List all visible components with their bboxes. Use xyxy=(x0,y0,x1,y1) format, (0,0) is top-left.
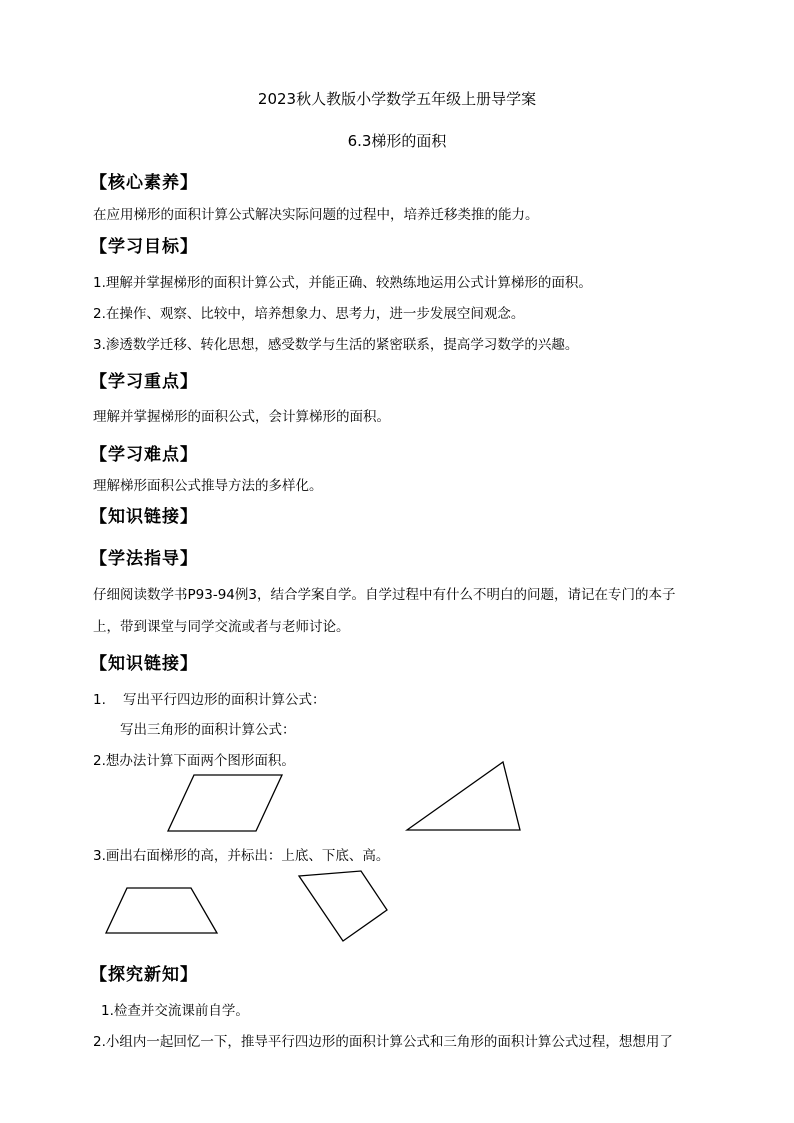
heading-core-literacy: 【核心素养】 xyxy=(90,173,198,193)
study-method-line-2: 上，带到课堂与同学交流或者与老师讨论。 xyxy=(93,619,350,635)
heading-learning-goals: 【学习目标】 xyxy=(90,237,198,257)
goal-item-1: 1.理解并掌握梯形的面积计算公式，并能正确、较熟练地运用公式计算梯形的面积。 xyxy=(93,275,592,291)
heading-key-points: 【学习重点】 xyxy=(90,372,198,392)
question-2: 2.想办法计算下面两个图形面积。 xyxy=(93,753,295,769)
key-points-text: 理解并掌握梯形的面积公式，会计算梯形的面积。 xyxy=(93,409,390,425)
question-1a: 1. 写出平行四边形的面积计算公式： xyxy=(93,692,326,708)
question-1b: 写出三角形的面积计算公式： xyxy=(120,722,296,738)
triangle-figure xyxy=(407,762,520,830)
goal-item-3: 3.渗透数学迁移、转化思想，感受数学与生活的紧密联系，提高学习数学的兴趣。 xyxy=(93,337,579,353)
difficulties-text: 理解梯形面积公式推导方法的多样化。 xyxy=(93,478,323,494)
heading-explore: 【探究新知】 xyxy=(90,965,198,985)
study-method-line-1: 仔细阅读数学书P93-94例3，结合学案自学。自学过程中有什么不明白的问题，请记在专门的本子 xyxy=(93,587,676,603)
core-literacy-text: 在应用梯形的面积计算公式解决实际问题的过程中，培养迁移类推的能力。 xyxy=(93,207,539,223)
heading-difficulties: 【学习难点】 xyxy=(90,445,198,465)
heading-knowledge-link-2: 【知识链接】 xyxy=(90,654,198,674)
trapezoid-figure xyxy=(106,888,217,933)
question-3: 3.画出右面梯形的高，并标出：上底、下底、高。 xyxy=(93,848,390,864)
goal-item-2: 2.在操作、观察、比较中，培养想象力、思考力，进一步发展空间观念。 xyxy=(93,306,525,322)
explore-question-2: 2.小组内一起回忆一下，推导平行四边形的面积计算公式和三角形的面积计算公式过程，想想用了 xyxy=(93,1034,673,1050)
parallelogram-figure xyxy=(168,775,282,831)
explore-question-1: 1.检查并交流课前自学。 xyxy=(101,1003,249,1019)
heading-study-method: 【学法指导】 xyxy=(90,549,198,569)
page-subtitle: 6.3梯形的面积 xyxy=(347,132,447,150)
heading-knowledge-link-1: 【知识链接】 xyxy=(90,507,198,527)
right-trapezoid-figure xyxy=(299,871,387,941)
page-title: 2023秋人教版小学数学五年级上册导学案 xyxy=(257,90,537,108)
